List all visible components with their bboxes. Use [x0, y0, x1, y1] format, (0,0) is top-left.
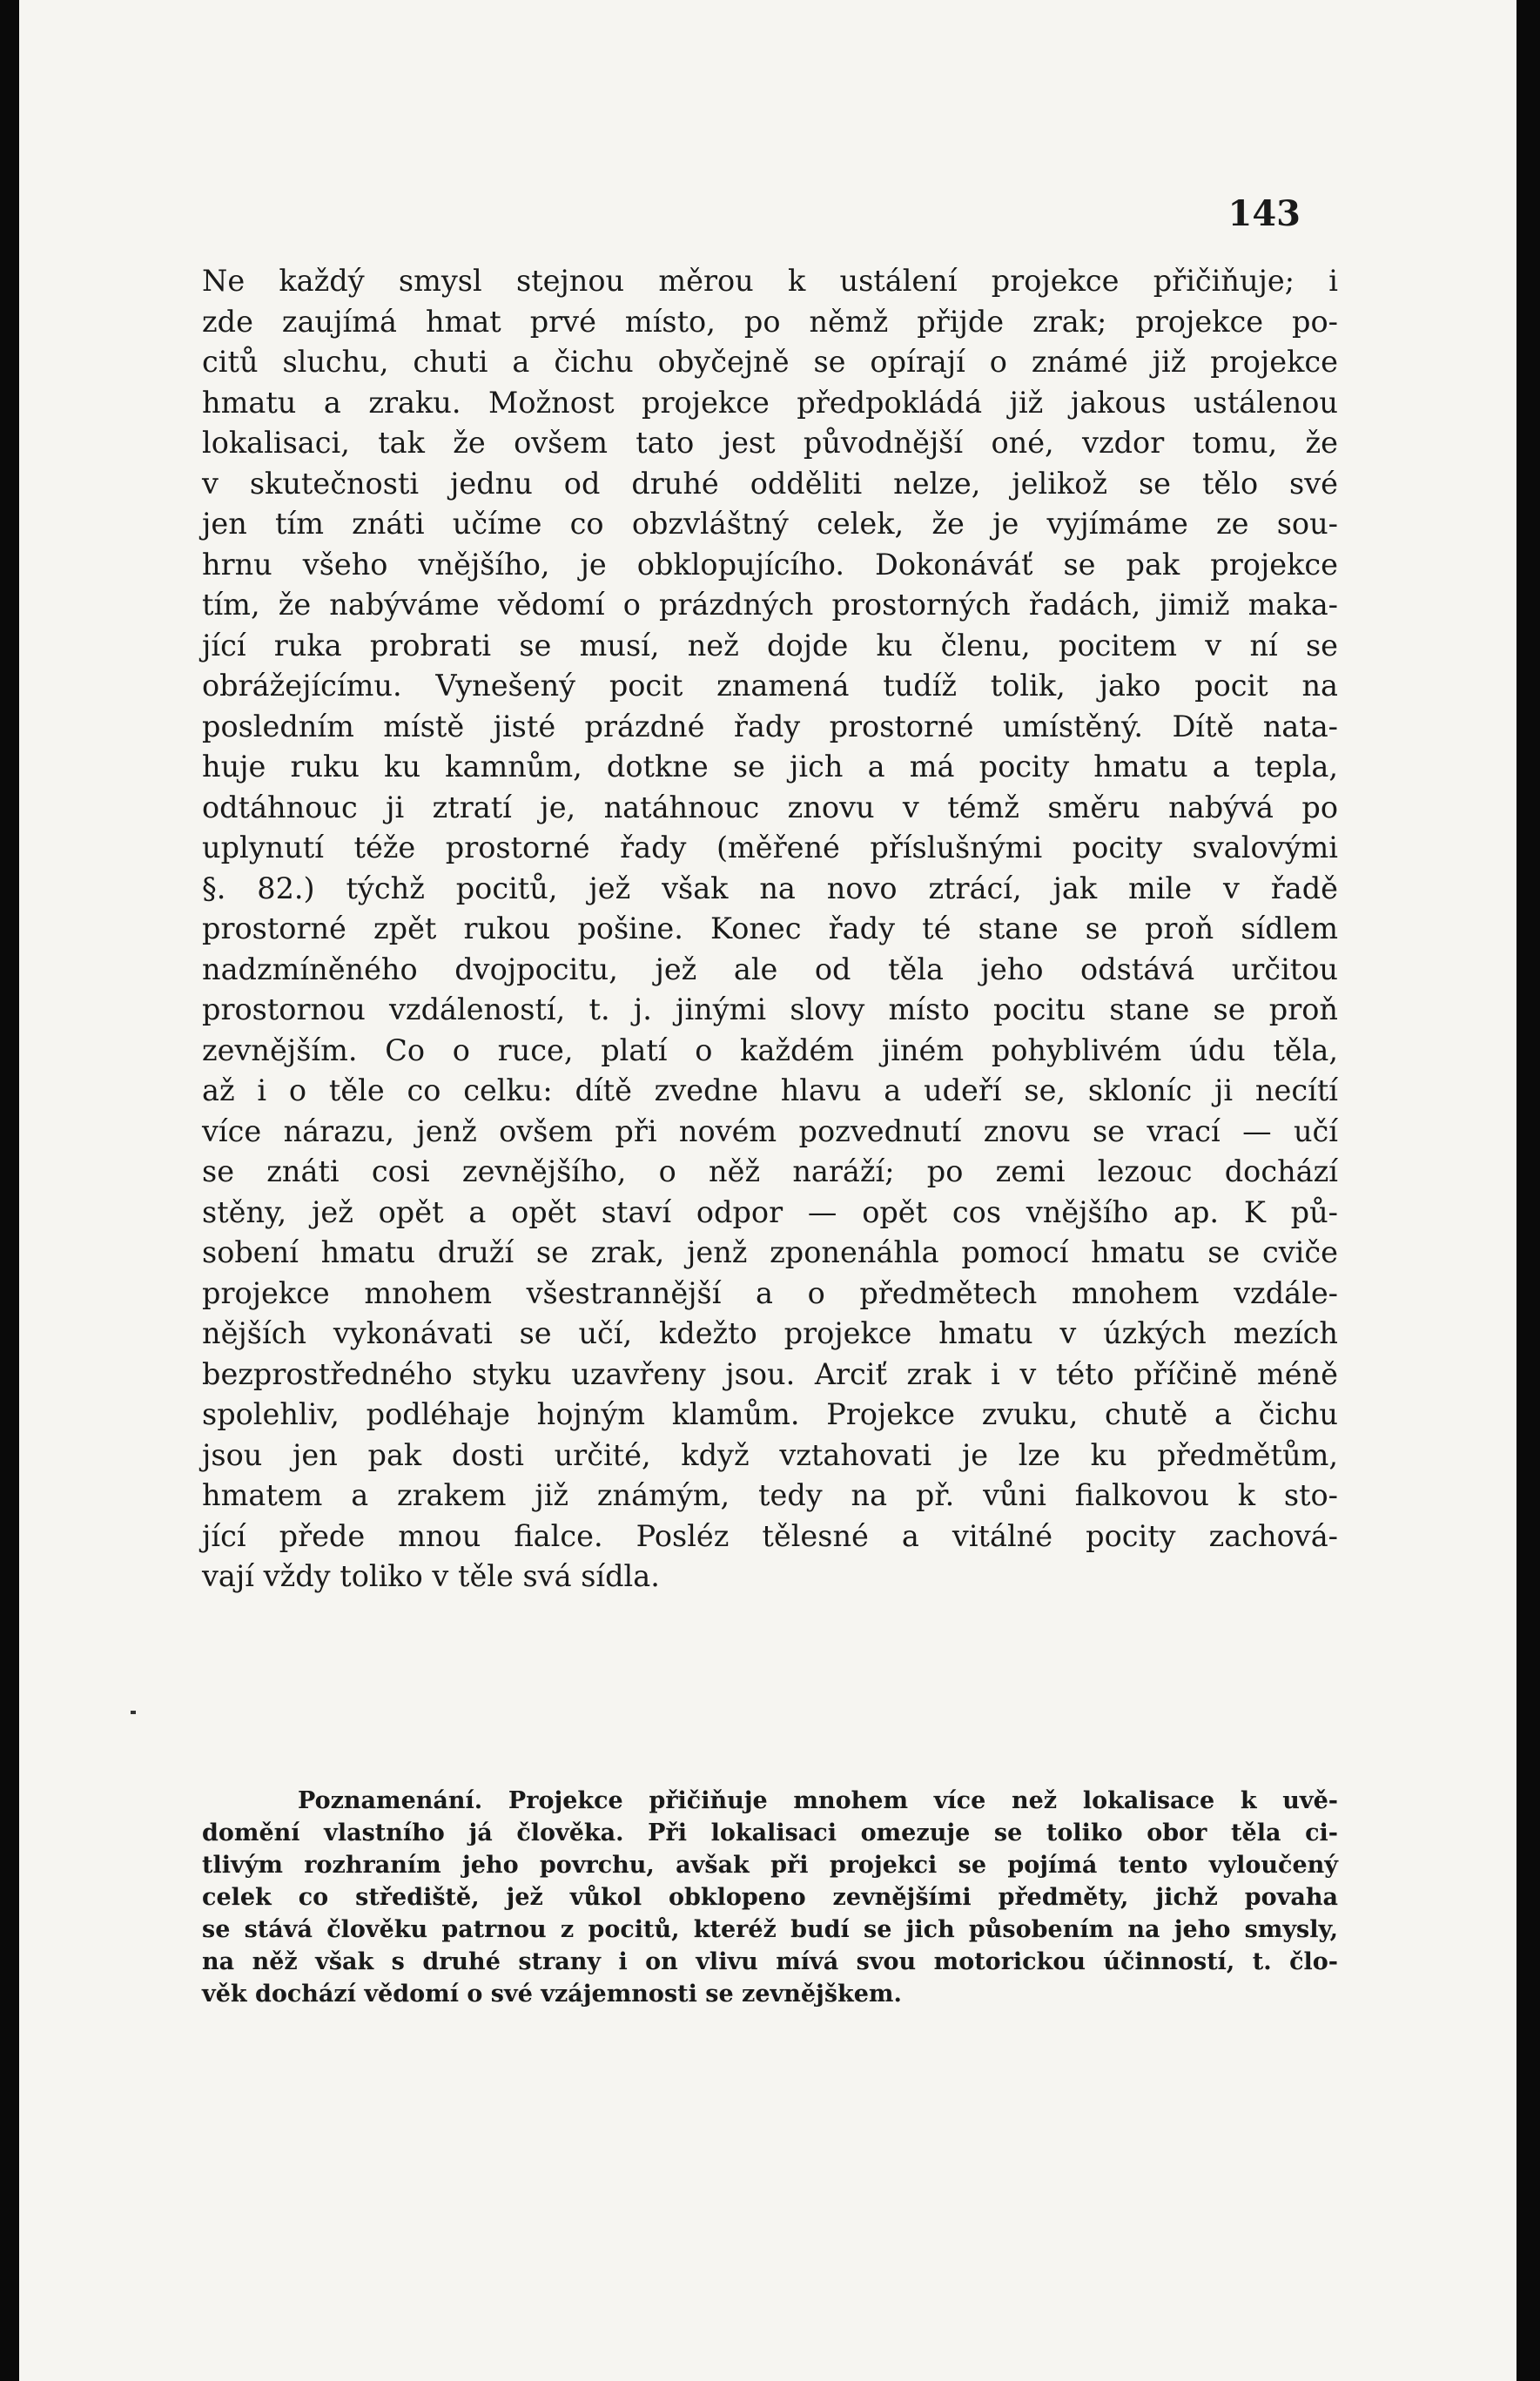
text-line: lokalisaci, tak že ovšem tato jest původnější oné, vzdor tomu, že [202, 426, 1338, 460]
text-line: prostorné zpět rukou pošine. Konec řady té stane se proň sídlem [202, 911, 1338, 945]
text-line: citů sluchu, chuti a čichu obyčejně se opírají o známé již projekce [202, 345, 1338, 379]
text-line: spolehliv, podléhaje hojným klamům. Projekce zvuku, chutě a čichu [202, 1397, 1338, 1431]
text-line: Ne každý smysl stejnou měrou k ustálení projekce přičiňuje; i [202, 264, 1338, 298]
note-line: celek co střediště, jež vůkol obklopeno zevnějšími předměty, jichž povaha [202, 1884, 1338, 1911]
margin-mark [131, 1711, 136, 1714]
text-line: hmatem a zrakem již známým, tedy na př. vůni fialkovou k sto- [202, 1478, 1338, 1512]
text-line: jící přede mnou fialce. Posléz tělesné a vitálné pocity zachová- [202, 1518, 1338, 1553]
text-line: §. 82.) týchž pocitů, jež však na novo ztrácí, jak mile v řadě [202, 871, 1338, 905]
text-line: bezprostředného styku uzavřeny jsou. Arciť zrak i v této příčině méně [202, 1356, 1338, 1391]
scanned-page [19, 0, 1516, 2381]
text-line: obrážejícímu. Vynešený pocit znamená tudíž tolik, jako pocit na [202, 669, 1338, 703]
note-line: věk dochází vědomí o své vzájemnosti se zevnějškem. [202, 1981, 902, 2008]
text-line: prostornou vzdáleností, t. j. jinými slovy místo pocitu stane se proň [202, 992, 1338, 1026]
text-line: hmatu a zraku. Možnost projekce předpokládá již jakous ustálenou [202, 385, 1338, 420]
text-line: nadzmíněného dvojpocitu, jež ale od těla jeho odstává určitou [202, 952, 1338, 986]
text-line: až i o těle co celku: dítě zvedne hlavu a udeří se, skloníc ji necítí [202, 1073, 1338, 1107]
footnote [202, 1785, 1338, 2010]
note-line: se stává člověku patrnou z pocitů, kteréž budí se jich působením na jeho smysly, [202, 1916, 1338, 1943]
text-line: se znáti cosi zevnějšího, o něž naráží; po zemi lezouc dochází [202, 1154, 1338, 1188]
text-line: projekce mnohem všestrannější a o předmětech mnohem vzdále- [202, 1275, 1338, 1310]
page-number: 143 [1227, 193, 1301, 234]
text-line: sobení hmatu druží se zrak, jenž zponenáhla pomocí hmatu se cviče [202, 1235, 1338, 1269]
text-line: posledním místě jisté prázdné řady prostorné umístěný. Dítě nata- [202, 709, 1338, 743]
text-line: uplynutí téže prostorné řady (měřené příslušnými pocity svalovými [202, 831, 1338, 864]
note-line: Poznamenání. Projekce přičiňuje mnohem více než lokalisace k uvě- [298, 1787, 1338, 1814]
note-line: domění vlastního já člověka. Při lokalisaci omezuje se toliko obor těla ci- [202, 1819, 1338, 1846]
note-line: na něž však s druhé strany i on vlivu mívá svou motorickou účinností, t. člo- [202, 1948, 1338, 1975]
text-line: v skutečnosti jednu od druhé odděliti nelze, jelikož se tělo své [202, 466, 1338, 501]
text-line: huje ruku ku kamnům, dotkne se jich a má pocity hmatu a tepla, [202, 750, 1338, 784]
text-line: tím, že nabýváme vědomí o prázdných prostorných řadách, jimiž maka- [202, 588, 1338, 622]
main-text [202, 261, 1338, 1597]
note-line: tlivým rozhraním jeho povrchu, avšak při projekci se pojímá tento vyloučený [202, 1852, 1338, 1879]
text-line: zevnějším. Co o ruce, platí o každém jiném pohyblivém údu těla, [202, 1032, 1338, 1067]
text-line: nějších vykonávati se učí, kdežto projekce hmatu v úzkých mezích [202, 1316, 1338, 1350]
text-line: jící ruka probrati se musí, než dojde ku členu, pocitem v ní se [202, 628, 1338, 663]
text-line: odtáhnouc ji ztratí je, natáhnouc znovu v témž směru nabývá po [202, 790, 1338, 824]
text-line: jsou jen pak dosti určité, když vztahovati je lze ku předmětům, [202, 1437, 1338, 1472]
text-line: více nárazu, jenž ovšem při novém pozvednutí znovu se vrací — učí [202, 1113, 1338, 1148]
text-line: vají vždy toliko v těle svá sídla. [202, 1559, 660, 1593]
text-line: jen tím znáti učíme co obzvláštný celek, že je vyjímáme ze sou- [202, 507, 1338, 541]
text-line: stěny, jež opět a opět staví odpor — opět cos vnějšího ap. K pů- [202, 1194, 1338, 1229]
text-line: zde zaujímá hmat prvé místo, po němž přijde zrak; projekce po- [202, 304, 1338, 339]
text-line: hrnu všeho vnějšího, je obklopujícího. Dokonáváť se pak projekce [202, 547, 1338, 582]
